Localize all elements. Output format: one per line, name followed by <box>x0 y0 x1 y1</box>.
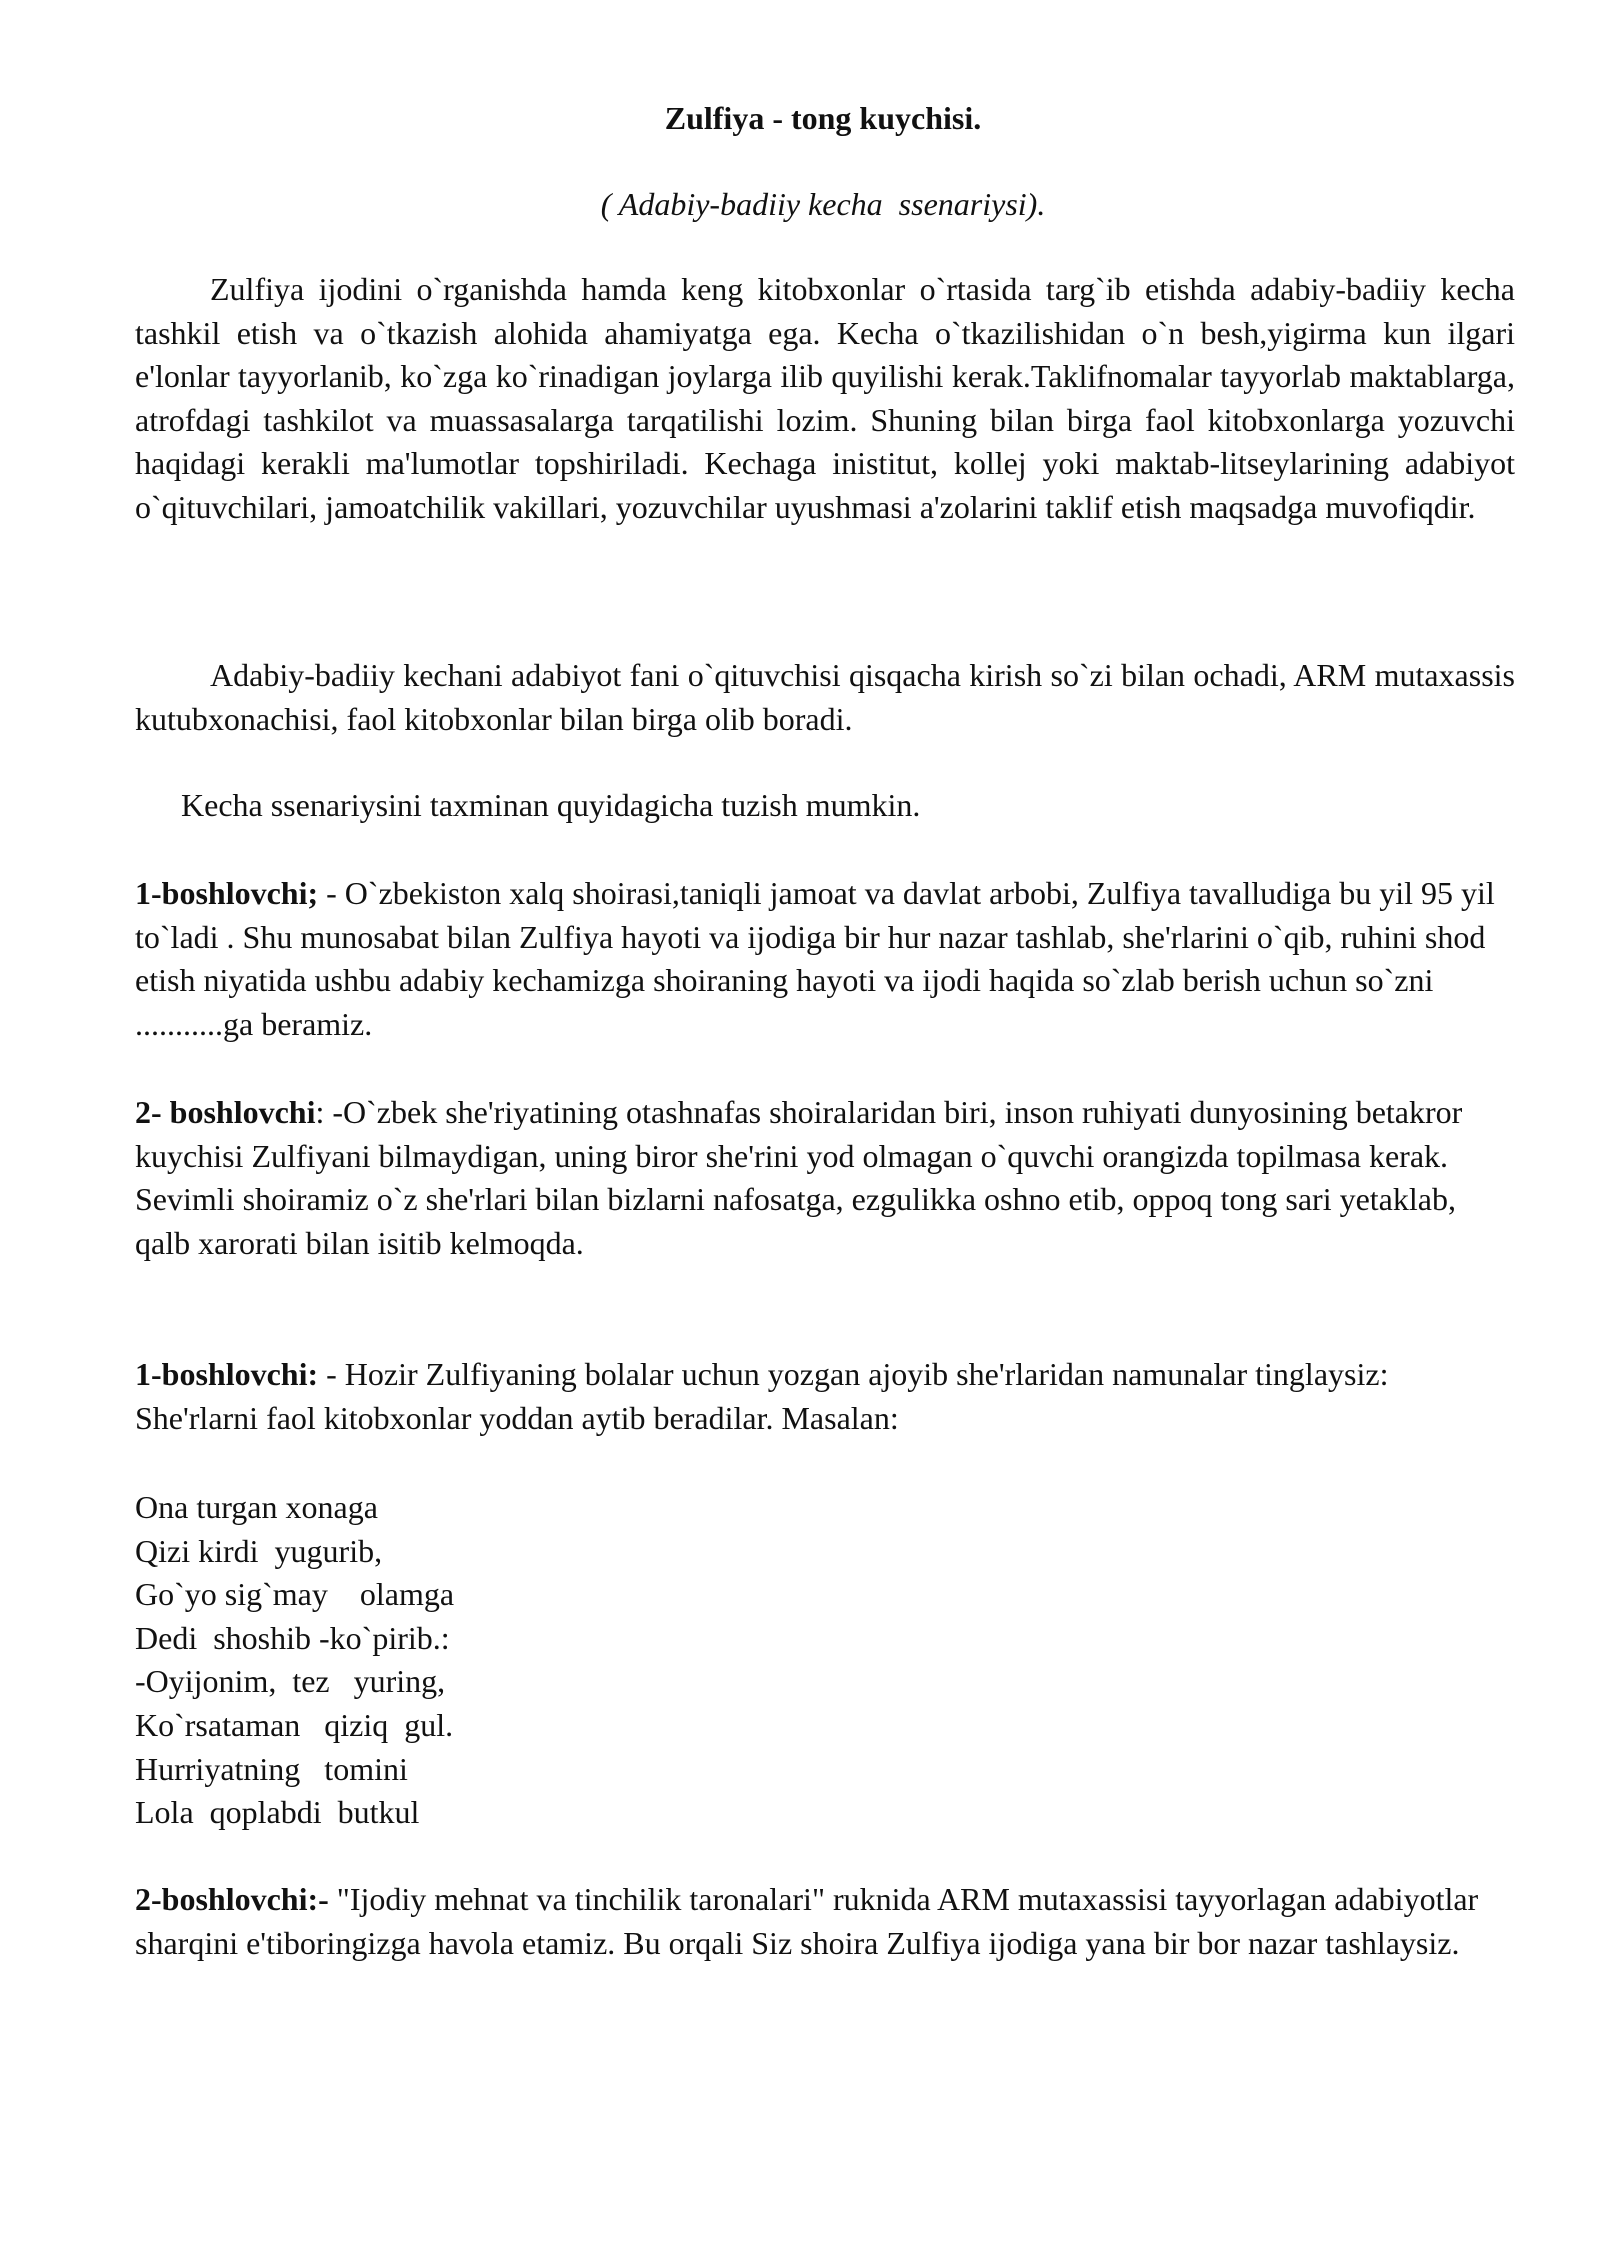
speaker-label: 2-boshlovchi:- <box>135 1881 329 1917</box>
poem-line: Ko`rsataman qiziq gul. <box>135 1706 454 1743</box>
speech-text: - O`zbekiston xalq shoirasi,taniqli jamoat va davlat arbobi, Zulfiya tavalludiga bu yil 95 yil to`ladi . Shu munosabat bilan Zulfiya hayoti va ijodiga bir hur nazar tashlab, she'rlarini o`qib, ruhini shod etish niyatida ushbu adabiy kechamizga shoiraning hayoti va ijodi haqida so`zlab berish uchun so`zni ...........ga beramiz. <box>135 875 1495 1042</box>
speech-block-3 <box>135 1353 1515 1440</box>
document-title: Zulfiya - tong kuychisi. <box>664 100 982 136</box>
poem-line: -Oyijonim, tez yuring, <box>135 1663 446 1700</box>
poem-line: Go`yo sig`may olamga <box>135 1576 455 1613</box>
document-subtitle: ( Adabiy-badiiy kecha ssenariysi). <box>600 186 1046 222</box>
speaker-label: 2- boshlovchi <box>135 1094 316 1130</box>
speaker-label: 1-boshlovchi: <box>135 1356 319 1392</box>
speech-text: : -O`zbek she'riyatining otashnafas shoiralaridan biri, inson ruhiyati dunyosining betakror kuychisi Zulfiyani bilmaydigan, uning biror she'rini yod olmagan o`quvchi orangizda topilmasa kerak. Sevimli shoiramiz o`z she'rlari bilan bizlarni nafosatga, ezgulikka oshno etib, oppoq tong sari yetaklab, qalb xarorati bilan isitib kelmoqda. <box>135 1094 1463 1261</box>
speech-text: - Hozir Zulfiyaning bolalar uchun yozgan ajoyib she'rlaridan namunalar tinglaysiz: She'rlarni faol kitobxonlar yoddan aytib beradilar. Masalan: <box>135 1356 1389 1436</box>
poem-line: Lola qoplabdi butkul <box>135 1794 420 1831</box>
scenario-intro-paragraph: Kecha ssenariysini taxminan quyidagicha tuzish mumkin. <box>181 787 921 823</box>
poem-line: Hurriyatning tomini <box>135 1750 408 1787</box>
opening-paragraph: Adabiy-badiiy kechani adabiyot fani o`qituvchisi qisqacha kirish so`zi bilan ochadi, ARM mutaxassis kutubxonachisi, faol kitobxonlar bilan birga olib boradi. <box>135 657 1515 737</box>
speech-block-1 <box>135 872 1515 1046</box>
speech-block-4 <box>135 1878 1515 1965</box>
speaker-label: 1-boshlovchi; <box>135 875 319 911</box>
speech-text: "Ijodiy mehnat va tinchilik taronalari" ruknida ARM mutaxassisi tayyorlagan adabiyotlar sharqini e'tiboringizga havola etamiz. Bu orqali Siz shoira Zulfiya ijodiga yana bir bor nazar tashlaysiz. <box>135 1881 1479 1961</box>
poem-line: Dedi shoshib -ko`pirib.: <box>135 1619 450 1656</box>
poem <box>135 1486 454 1835</box>
intro-paragraph: Zulfiya ijodini o`rganishda hamda keng kitobxonlar o`rtasida targ`ib etishda adabiy-badiiy kecha tashkil etish va o`tkazish alohida ahamiyatga ega. Kecha o`tkazilishidan o`n besh,yigirma kun ilgari e'lonlar tayyorlanib, ko`zga ko`rinadigan joylarga ilib quyilishi kerak.Taklifnomalar tayyorlab maktablarga, atrofdagi tashkilot va muassasalarga tarqatilishi lozim. Shuning bilan birga faol kitobxonlarga yozuvchi haqidagi kerakli ma'lumotlar topshiriladi. Kechaga inistitut, kollej yoki maktab-litseylarining adabiyot o`qituvchilari, jamoatchilik vakillari, yozuvchilar uyushmasi a'zolarini taklif etish maqsadga muvofiqdir. <box>135 271 1515 525</box>
poem-line: Qizi kirdi yugurib, <box>135 1532 383 1569</box>
poem-line: Ona turgan xonaga <box>135 1489 378 1525</box>
speech-block-2 <box>135 1091 1515 1265</box>
